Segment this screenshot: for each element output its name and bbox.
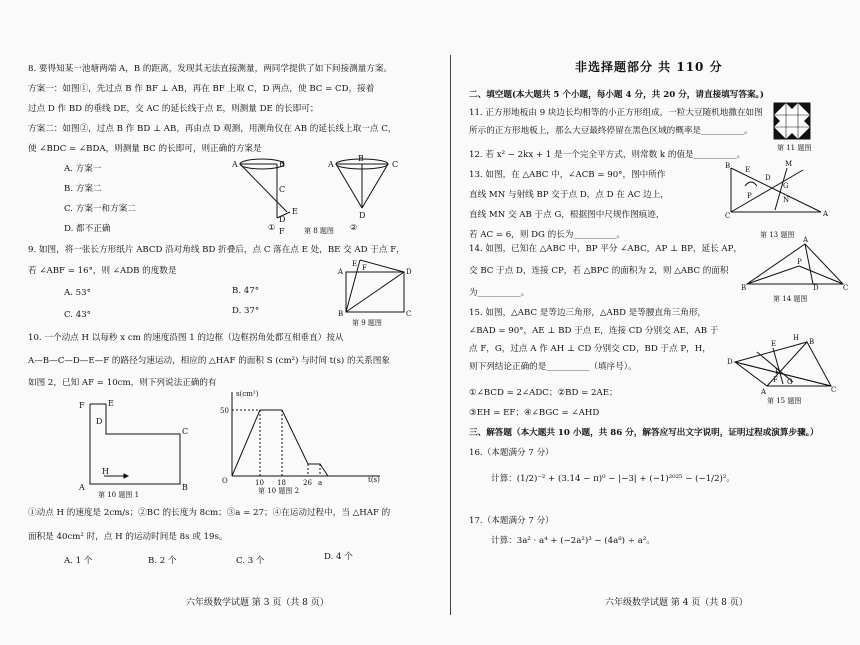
q8-figure-caption: 第 8 题图 xyxy=(304,227,334,235)
svg-text:D: D xyxy=(96,417,103,426)
svg-text:F: F xyxy=(362,264,367,272)
page-4-footer: 六年级数学试题 第 4 页（共 8 页） xyxy=(605,598,748,608)
q10-option-b: B. 2 个 xyxy=(148,556,177,566)
q10-line-3: 如图 2，已知 AF = 10cm，则下列说法正确的有 xyxy=(28,378,217,388)
q9-option-d: D. 37° xyxy=(232,306,260,316)
q8-option-b: B. 方案二 xyxy=(64,184,102,194)
svg-text:F: F xyxy=(279,227,285,236)
q11-figure xyxy=(773,102,813,142)
q8-line-2: 方案一：如图①，先过点 B 作 BF ⊥ AB，再在 BF 上取 C，D 两点，使 BC = CD，接着 xyxy=(28,84,375,94)
q8-line-4: 方案二：如图②，过点 B 作 BD ⊥ AB，再由点 D 观测，用测角仪在 AB 的延长线上取一点 C， xyxy=(28,124,397,134)
svg-text:P: P xyxy=(747,192,752,200)
svg-text:A: A xyxy=(232,160,238,169)
svg-text:A: A xyxy=(823,210,829,218)
q10-graph-x-tick-10: 10 xyxy=(255,479,264,487)
q14-line-3: 为__________。 xyxy=(469,288,530,298)
q9-option-a: A. 53° xyxy=(64,288,91,298)
q9-line-2: 若 ∠ABF = 16°，则 ∠ADB 的度数是 xyxy=(28,266,177,276)
q13-line-2: 直线 MN 与射线 BP 交于点 D，点 D 在 AC 边上， xyxy=(469,190,669,200)
q12-text: 12. 若 x² − 2kx + 1 是一个完全平方式，则常数 k 的值是__________。 xyxy=(469,150,746,160)
svg-text:B: B xyxy=(182,483,188,492)
q15-line-2: ∠BAD = 90°，AE ⊥ BD 于点 E，连接 CD 分别交 AE，AB 于 xyxy=(469,326,719,336)
exam-page-4 xyxy=(455,0,860,645)
q10-option-d: D. 4 个 xyxy=(324,552,353,562)
svg-text:G: G xyxy=(787,378,793,386)
q10-figure-1-caption: 第 10 题图 1 xyxy=(98,491,140,499)
svg-text:C: C xyxy=(392,160,399,169)
q8-line-5: 使 ∠BDC = ∠BDA，则测量 BC 的长即可，则正确的方案是 xyxy=(28,144,262,154)
q10-figure-2-caption: 第 10 题图 2 xyxy=(258,487,300,495)
svg-text:A: A xyxy=(803,236,809,244)
q8-option-a: A. 方案一 xyxy=(64,164,102,174)
q10-option-a: A. 1 个 xyxy=(64,556,93,566)
q8-figure xyxy=(232,156,412,236)
q14-figure xyxy=(741,236,851,292)
svg-text:H: H xyxy=(793,334,800,342)
svg-text:E: E xyxy=(745,166,751,174)
q8-option-c: C. 方案一和方案二 xyxy=(64,204,136,214)
part-2-heading: 二、填空题(本大题共 5 个小题，每小题 4 分，共 20 分，请直接填写答案。) xyxy=(469,90,764,100)
svg-text:C: C xyxy=(406,310,412,318)
svg-text:E: E xyxy=(108,399,114,408)
q10-figure-1 xyxy=(76,396,196,496)
svg-text:D: D xyxy=(765,174,771,182)
svg-text:P: P xyxy=(775,368,780,376)
svg-text:E: E xyxy=(771,340,777,348)
q15-line-3: 点 F，G，过点 A 作 AH ⊥ CD 分别交 CD，BD 于点 P，H， xyxy=(469,344,711,354)
svg-text:A: A xyxy=(338,268,344,276)
q14-line-2: 交 BC 于点 D，连接 CP，若 △BPC 的面积为 2，则 △ABC 的面积 xyxy=(469,266,729,276)
q11-line-2: 所示的正方形地板上，那么大豆最终停留在黑色区域的概率是__________。 xyxy=(469,126,753,136)
svg-text:D: D xyxy=(406,268,412,276)
svg-text:D: D xyxy=(279,215,286,224)
svg-text:B: B xyxy=(725,162,731,170)
q13-figure-caption: 第 13 题图 xyxy=(760,231,795,239)
q11-line-1: 11. 正方形地板由 9 块边长均相等的小正方形组成，一粒大豆随机地撒在如图 xyxy=(469,108,763,118)
q14-figure-caption: 第 14 题图 xyxy=(773,295,808,303)
svg-text:B: B xyxy=(338,310,344,318)
svg-text:B: B xyxy=(358,154,364,163)
q13-line-3: 直线 MN 交 AB 于点 G，根据图中尺规作图痕迹， xyxy=(469,210,665,220)
q15-line-6: ③EH = EF；④∠BGC = ∠AHD xyxy=(469,408,600,418)
svg-text:F: F xyxy=(773,376,778,384)
part-3-heading: 三、解答题（本大题共 10 小题，共 86 分，解答应写出文字说明，证明过程或演算步骤。） xyxy=(469,428,819,438)
q10-option-c: C. 3 个 xyxy=(236,556,265,566)
svg-text:P: P xyxy=(797,258,802,266)
svg-text:D: D xyxy=(727,358,733,366)
q10-graph-x-tick-26: 26 xyxy=(303,479,312,487)
q9-option-b: B. 47° xyxy=(232,286,260,296)
svg-text:C: C xyxy=(725,212,731,220)
svg-text:A: A xyxy=(79,483,85,492)
page-divider xyxy=(450,55,451,615)
q10-figure-2 xyxy=(220,388,390,488)
svg-text:B: B xyxy=(279,160,285,169)
svg-text:B: B xyxy=(809,338,815,346)
svg-text:C: C xyxy=(831,386,837,394)
q9-option-c: C. 43° xyxy=(64,310,91,320)
section-title: 非选择题部分 共 110 分 xyxy=(575,60,723,74)
q9-figure xyxy=(338,258,418,318)
q9-figure-caption: 第 9 题图 xyxy=(352,319,382,327)
svg-text:B: B xyxy=(741,284,747,292)
q15-line-5: ①∠BCD = 2∠ADC；②BD = 2AE； xyxy=(469,388,618,398)
q10-graph-xlabel: t(s) xyxy=(368,476,380,484)
q10-graph-x-tick-18: 18 xyxy=(277,479,286,487)
svg-text:C: C xyxy=(843,284,849,292)
q15-figure-caption: 第 15 题图 xyxy=(767,397,802,405)
q10-graph-ylabel: s(cm²) xyxy=(236,390,259,398)
q15-line-4: 则下列结论正确的是__________（填序号）。 xyxy=(469,362,637,372)
svg-text:D: D xyxy=(813,284,819,292)
q10-graph-y-tick: 50 xyxy=(220,407,229,415)
svg-text:A: A xyxy=(328,160,334,169)
q10-statements-1: ①动点 H 的速度是 2cm/s；②BC 的长度为 8cm；③a = 27；④在运动过程中，当 △HAF 的 xyxy=(28,508,391,518)
svg-text:M: M xyxy=(785,160,793,168)
svg-text:N: N xyxy=(783,196,790,204)
q16-expression: 计算：(1/2)⁻² + (3.14 − π)⁰ − |−3| + (−1)²⁰²⁵ − (−1/2)²。 xyxy=(491,474,735,484)
q8-line-3: 过点 D 作 BD 的垂线 DE，交 AC 的延长线于点 E，则测量 DE 的长即可； xyxy=(28,104,319,114)
q17-expression: 计算：3a² · a⁴ + (−2a²)³ − (4a⁸) ÷ a²。 xyxy=(491,536,655,546)
q10-statements-2: 面积是 40cm² 时，点 H 的运动时间是 8s 或 19s。 xyxy=(28,532,228,542)
svg-text:C: C xyxy=(279,185,286,194)
q10-graph-x-tick-a: a xyxy=(318,479,323,487)
q13-figure xyxy=(725,160,845,222)
q11-figure-caption: 第 11 题图 xyxy=(777,144,812,152)
q15-line-1: 15. 如图，△ABC 是等边三角形，△ABD 是等腰直角三角形， xyxy=(469,308,707,318)
svg-text:G: G xyxy=(783,182,789,190)
q8-option-d: D. 都不正确 xyxy=(64,224,111,234)
q8-line-1: 8. 要得知某一池塘两端 A，B 的距离，发现其无法直接测量，两同学提供了如下间接测量方案。 xyxy=(28,64,393,74)
svg-text:F: F xyxy=(79,401,85,410)
q10-graph-origin: O xyxy=(222,477,228,485)
q15-figure xyxy=(727,334,847,398)
q13-line-4: 若 AC = 6，则 DG 的长为__________。 xyxy=(469,230,625,240)
q10-line-2: A—B—C—D—E—F 的路径匀速运动，相应的 △HAF 的面积 S (cm²) 与时间 t(s) 的关系图象 xyxy=(28,356,390,366)
q10-line-1: 10. 一个动点 H 以每秒 x cm 的速度沿图 1 的边框（边框拐角处都互相垂直）按从 xyxy=(28,333,344,343)
q13-line-1: 13. 如图，在 △ABC 中，∠ACB = 90°，图中所作 xyxy=(469,170,666,180)
svg-text:E: E xyxy=(352,260,358,268)
q14-line-1: 14. 如图，已知在 △ABC 中，BP 平分 ∠ABC，AP ⊥ BP，延长 AP， xyxy=(469,244,743,254)
q8-figure-mark-2: ② xyxy=(350,223,358,232)
q16-heading: 16.（本题满分 7 分） xyxy=(469,448,554,458)
svg-text:C: C xyxy=(182,427,189,436)
svg-text:E: E xyxy=(292,207,298,216)
svg-text:H: H xyxy=(102,467,109,476)
page-3-footer: 六年级数学试题 第 3 页（共 8 页） xyxy=(186,598,329,608)
svg-text:D: D xyxy=(359,211,366,220)
q17-heading: 17.（本题满分 7 分） xyxy=(469,516,554,526)
q8-figure-mark-1: ① xyxy=(268,223,276,232)
svg-text:A: A xyxy=(761,388,767,396)
q9-line-1: 9. 如图，将一张长方形纸片 ABCD 沿对角线 BD 折叠后，点 C 落在点 E 处，BE 交 AD 于点 F， xyxy=(28,245,405,255)
